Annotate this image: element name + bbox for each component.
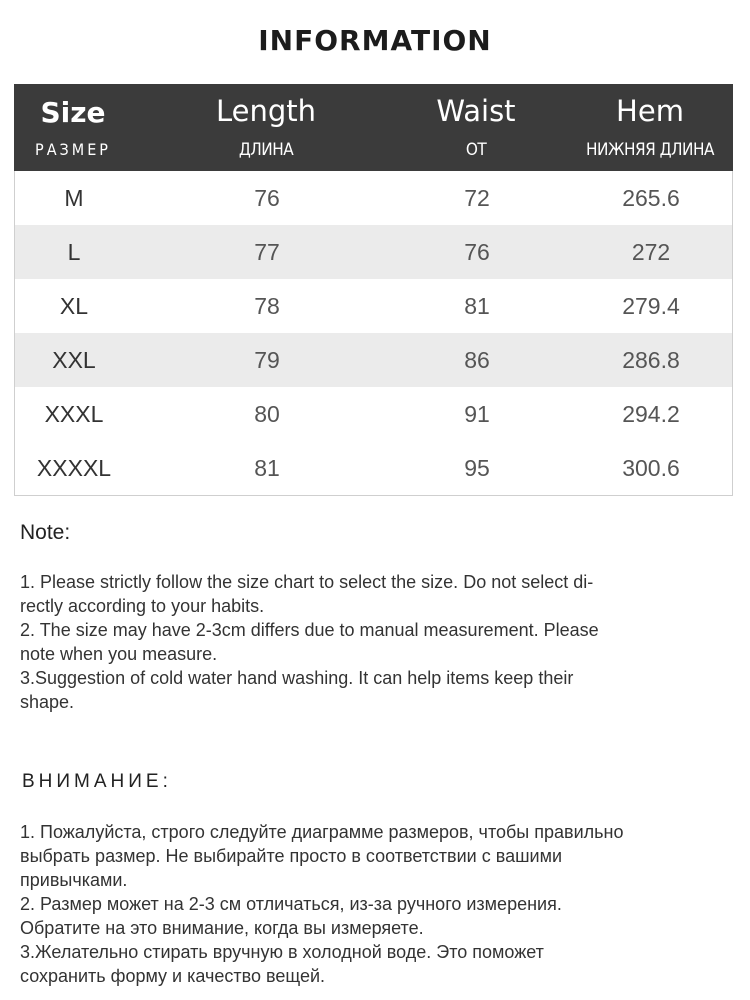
note-line: 2. The size may have 2-3cm differs due to manual measurement. Please bbox=[20, 620, 599, 640]
header-size bbox=[14, 84, 132, 171]
note-line: note when you measure. bbox=[20, 644, 218, 664]
note-ru-line: 3.Желательно стирать вручную в холодной воде. Это поможет bbox=[20, 942, 544, 962]
cell-length: 79 bbox=[254, 347, 280, 373]
cell-hem: 294.2 bbox=[622, 401, 680, 427]
cell-hem: 265.6 bbox=[622, 185, 680, 211]
cell-waist: 76 bbox=[464, 239, 490, 265]
note-heading: Note: bbox=[20, 521, 71, 544]
size-table bbox=[14, 84, 733, 496]
note-ru-text bbox=[20, 820, 730, 988]
header-hem-sublabel: НИЖНЯЯ ДЛИНА bbox=[586, 140, 714, 160]
cell-size: XXL bbox=[52, 347, 96, 373]
note-line: 1. Please strictly follow the size chart to select the size. Do not select di- bbox=[20, 572, 594, 592]
note-text bbox=[20, 570, 720, 714]
table-header bbox=[14, 84, 733, 171]
note-ru-line: привычками. bbox=[20, 870, 128, 890]
header-length-sublabel: ДЛИНА bbox=[238, 140, 294, 160]
table-row bbox=[15, 171, 732, 225]
table-row bbox=[15, 279, 732, 333]
note-line: 3.Suggestion of cold water hand washing. It can help items keep their bbox=[20, 668, 574, 688]
note-ru-line: выбрать размер. Не выбирайте просто в соответствии с вашими bbox=[20, 846, 563, 866]
header-hem bbox=[550, 84, 750, 171]
note-ru-line: Обратите на это внимание, когда вы измеряете. bbox=[20, 918, 424, 938]
note-line: rectly according to your habits. bbox=[20, 596, 265, 616]
cell-hem: 286.8 bbox=[622, 347, 680, 373]
cell-length: 81 bbox=[254, 455, 280, 481]
cell-waist: 81 bbox=[464, 293, 490, 319]
table-row bbox=[15, 441, 732, 495]
note-ru-line: 2. Размер может на 2-3 см отличаться, из-за ручного измерения. bbox=[20, 894, 562, 914]
header-hem-label: Hem bbox=[616, 94, 684, 128]
header-size-sublabel: РАЗМЕР bbox=[35, 140, 111, 159]
cell-size: XXXL bbox=[44, 401, 104, 427]
note-ru-heading: ВНИМАНИЕ: bbox=[22, 771, 172, 792]
cell-waist: 86 bbox=[464, 347, 490, 373]
cell-length: 76 bbox=[254, 185, 280, 211]
cell-size: L bbox=[67, 239, 81, 265]
cell-length: 77 bbox=[254, 239, 280, 265]
cell-waist: 72 bbox=[464, 185, 490, 211]
cell-size: XL bbox=[59, 293, 89, 319]
note-line: shape. bbox=[20, 692, 75, 712]
table-row bbox=[15, 225, 732, 279]
note-ru-line: 1. Пожалуйста, строго следуйте диаграмме размеров, чтобы правильно bbox=[20, 822, 624, 842]
header-size-label: Size bbox=[40, 96, 106, 129]
cell-hem: 279.4 bbox=[622, 293, 680, 319]
cell-hem: 272 bbox=[631, 239, 671, 265]
cell-length: 78 bbox=[254, 293, 280, 319]
header-waist-label: Waist bbox=[436, 94, 516, 128]
cell-size: M bbox=[64, 185, 84, 211]
cell-size: XXXXL bbox=[36, 455, 112, 481]
header-waist-sublabel: ОТ bbox=[465, 140, 487, 160]
note-ru-line: сохранить форму и качество вещей. bbox=[20, 966, 326, 986]
header-length bbox=[166, 84, 366, 171]
cell-waist: 91 bbox=[464, 401, 490, 427]
cell-length: 80 bbox=[254, 401, 280, 427]
page-title: INFORMATION bbox=[258, 24, 492, 57]
cell-hem: 300.6 bbox=[622, 455, 680, 481]
cell-waist: 95 bbox=[464, 455, 490, 481]
header-length-label: Length bbox=[215, 94, 317, 128]
table-row bbox=[15, 333, 732, 387]
table-row bbox=[15, 387, 732, 441]
header-waist bbox=[376, 84, 576, 171]
